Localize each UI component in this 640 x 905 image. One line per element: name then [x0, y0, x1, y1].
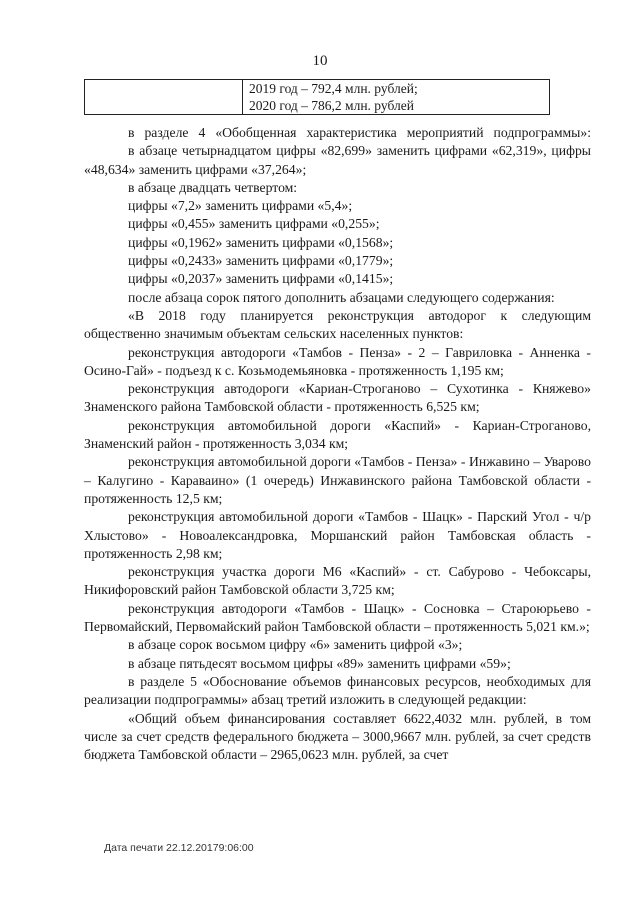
- paragraph: реконструкция автомобильной дороги «Тамбов - Пенза» - Инжавино – Уварово – Калугино - Караваино» (1 очередь) Инжавинского района Тамбовской области - протяженность 12,5 км;: [84, 454, 591, 506]
- table-cell-years: [243, 80, 550, 115]
- paragraph: «Общий объем финансирования составляет 6622,4032 млн. рублей, в том числе за счет средств федерального бюджета – 3000,9667 млн. рублей, за счет средств бюджета Тамбовской области – 2965,0623 млн. рублей, за счет: [84, 710, 591, 763]
- paragraph: реконструкция автодороги «Кариан-Строганово – Сухотинка - Княжево» Знаменского района Тамбовской области - протяженность 6,525 км;: [84, 381, 591, 415]
- paragraph: реконструкция участка дороги М6 «Каспий» - ст. Сабурово - Чебоксары, Никифоровский район Тамбовской области 3,725 км;: [84, 564, 591, 598]
- paragraph: в абзаце пятьдесят восьмом цифры «89» заменить цифрами «59»;: [128, 655, 511, 671]
- budget-table: [84, 79, 550, 115]
- table-cell-empty: [85, 80, 243, 115]
- paragraph: цифры «0,2433» заменить цифрами «0,1779»;: [128, 253, 394, 269]
- paragraph: в абзаце сорок восьмом цифру «6» заменить цифрой «3»;: [128, 637, 463, 653]
- paragraph: «В 2018 году планируется реконструкция автодорог к следующим общественно значимым объектам сельских населенных пунктов:: [84, 307, 591, 342]
- paragraph: цифры «0,1962» заменить цифрами «0,1568»;: [128, 234, 394, 250]
- paragraph: реконструкция автомобильной дороги «Тамбов - Шацк» - Парский Угол - ч/р Хлыстово» - Новоалександровка, Моршанский район Тамбовская область - протяженность 2,98 км;: [84, 509, 591, 561]
- page-number: 10: [312, 53, 328, 69]
- paragraph: в абзаце четырнадцатом цифры «82,699» заменить цифрами «62,319», цифры «48,634» заменить цифрами «37,264»;: [84, 143, 591, 177]
- paragraph: цифры «0,455» заменить цифрами «0,255»;: [128, 216, 380, 232]
- paragraph: цифры «0,2037» заменить цифрами «0,1415»;: [128, 271, 394, 287]
- paragraph: в абзаце двадцать четвертом:: [128, 179, 298, 195]
- paragraph: цифры «7,2» заменить цифрами «5,4»;: [128, 198, 353, 214]
- table-line: 2019 год – 792,4 млн. рублей;: [249, 81, 418, 96]
- table-row: [85, 80, 550, 115]
- table-line: 2020 год – 786,2 млн. рублей: [249, 98, 414, 113]
- document-body: [84, 124, 591, 764]
- print-date-footer: Дата печати 22.12.20179:06:00: [104, 842, 254, 854]
- paragraph: реконструкция автомобильной дороги «Каспий» - Кариан-Строганово, Знаменский район - протяженность 3,034 км;: [84, 417, 591, 452]
- paragraph: реконструкция автодороги «Тамбов - Пенза» - 2 – Гавриловка - Анненка - Осино-Гай» - подъезд к с. Козьмодемьяновка - протяженность 1,195 км;: [84, 344, 591, 378]
- paragraph: в разделе 4 «Обобщенная характеристика мероприятий подпрограммы»:: [128, 125, 591, 140]
- paragraph: реконструкция автодороги «Тамбов - Шацк» - Сосновка – Староюрьево - Первомайский, Первомайский район Тамбовской области – протяженность 5,021 км.»;: [84, 600, 591, 635]
- paragraph: после абзаца сорок пятого дополнить абзацами следующего содержания:: [128, 289, 555, 305]
- paragraph: в разделе 5 «Обоснование объемов финансовых ресурсов, необходимых для реализации подпрограммы» абзац третий изложить в следующей редакции:: [84, 673, 591, 708]
